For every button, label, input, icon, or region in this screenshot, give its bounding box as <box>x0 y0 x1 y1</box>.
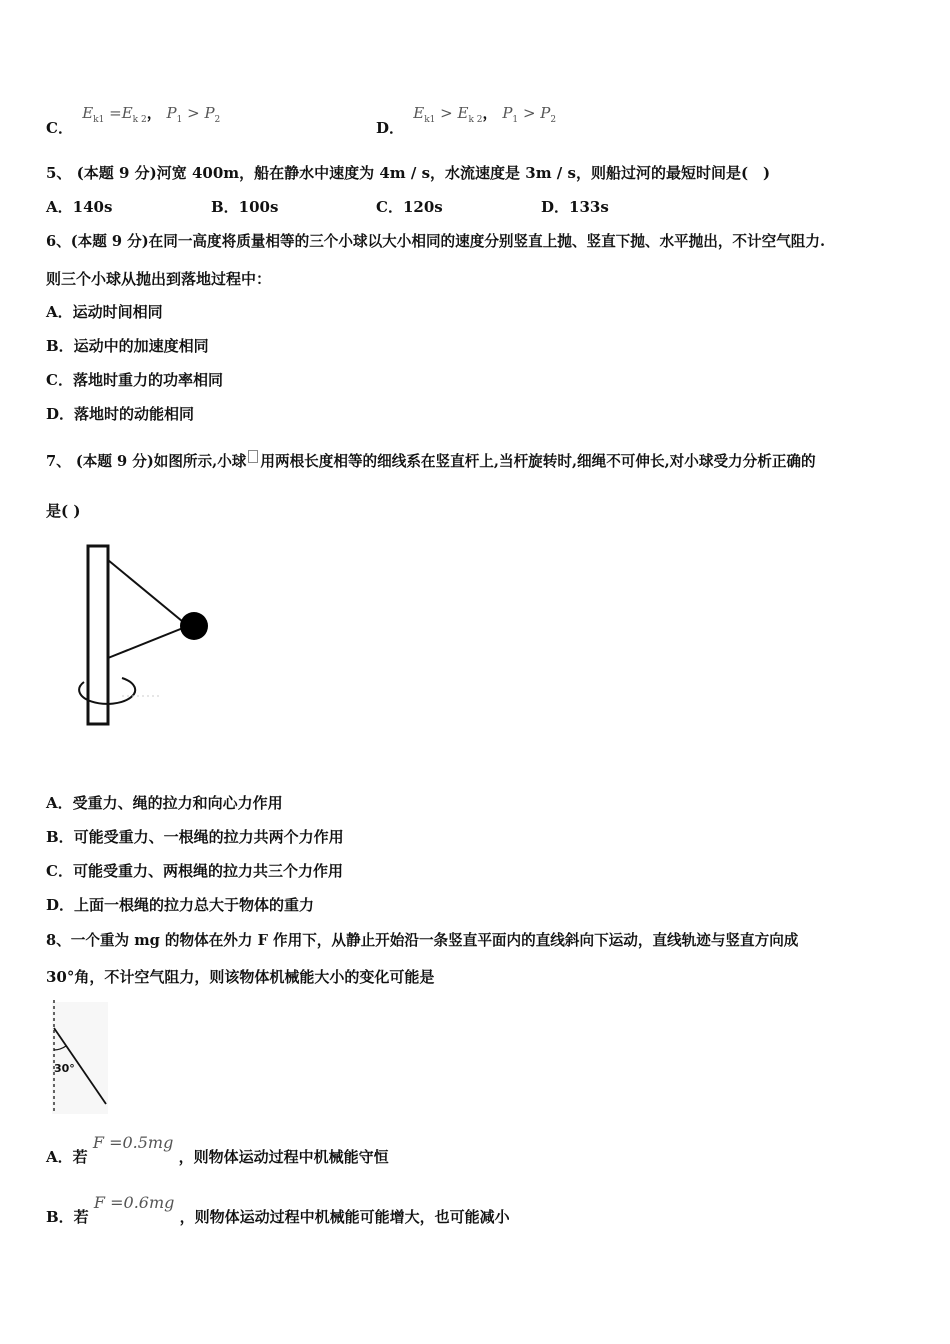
missing-glyph-box <box>248 450 258 463</box>
q6-option-d: D．落地时的动能相同 <box>46 405 195 423</box>
q8-option-b-prefix: B．若 <box>46 1208 89 1226</box>
q4-option-c-label: C． <box>46 119 73 137</box>
q7-stem-line2: 是( ) <box>46 502 81 520</box>
q5-option-c: C．120s <box>376 198 443 216</box>
q5-option-a: A．140s <box>46 198 113 216</box>
q8-stem-line1: 8、一个重为 mg 的物体在外力 F 作用下，从静止开始沿一条竖直平面内的直线斜向下运动，直线轨迹与竖直方向成 <box>46 932 799 949</box>
q8-option-a-suffix: ，则物体运动过程中机械能守恒 <box>178 1148 389 1166</box>
q4-option-d-math: $E_{k1} > E_{k 2}$， $P_1 > P_2$ <box>413 104 557 125</box>
q4-option-d <box>376 104 557 137</box>
q6-option-b: B．运动中的加速度相同 <box>46 337 209 355</box>
q5-option-b: B．100s <box>211 198 279 216</box>
q8-option-b-suffix: ，则物体运动过程中机械能可能增大，也可能减小 <box>179 1208 510 1226</box>
q7-figure <box>70 540 220 730</box>
q5-stem: 5、 (本题 9 分)河宽 400m，船在静水中速度为 4m / s，水流速度是 3m / s，则船过河的最短时间是( ) <box>46 164 771 182</box>
q7-stem-line1 <box>46 450 816 471</box>
q8-option-b-math: F =0.6mg <box>93 1193 175 1212</box>
q6-stem-line1: 6、(本题 9 分)在同一高度将质量相等的三个小球以大小相同的速度分别竖直上抛、竖直下抛、水平抛出，不计空气阻力. <box>46 233 826 250</box>
q7-option-a: A．受重力、绳的拉力和向心力作用 <box>46 794 283 812</box>
q7-option-c: C．可能受重力、两根绳的拉力共三个力作用 <box>46 862 343 880</box>
lower-string <box>108 626 188 658</box>
q7-stem-part2: 用两根长度相等的细线系在竖直杆上,当杆旋转时,细绳不可伸长,对小球受力分析正确的 <box>260 453 816 470</box>
q8-option-b <box>46 1192 510 1226</box>
q8-stem-line2: 30°角，不计空气阻力，则该物体机械能大小的变化可能是 <box>46 968 435 986</box>
q6-option-a: A．运动时间相同 <box>46 303 163 321</box>
vertical-rod <box>88 546 108 724</box>
q4-option-c-math: $E_{k1} =E_{k 2}$， $P_1 > P_2$ <box>82 104 221 125</box>
q8-option-a-math: F =0.5mg <box>92 1133 174 1152</box>
q8-option-a-prefix: A．若 <box>46 1148 88 1166</box>
q7-stem-part1: 7、 (本题 9 分)如图所示,小球 <box>46 453 247 470</box>
q7-option-d: D．上面一根绳的拉力总大于物体的重力 <box>46 896 315 914</box>
q7-option-b: B．可能受重力、一根绳的拉力共两个力作用 <box>46 828 344 846</box>
q8-option-a <box>46 1132 389 1166</box>
q5-option-d: D．133s <box>541 198 609 216</box>
q4-option-d-label: D． <box>376 119 405 137</box>
q6-option-c: C．落地时重力的功率相同 <box>46 371 223 389</box>
upper-string <box>108 560 188 626</box>
q6-stem-line2: 则三个小球从抛出到落地过程中： <box>46 270 272 288</box>
angle-label: 30° <box>54 1062 75 1075</box>
ball <box>180 612 208 640</box>
q4-option-c <box>46 104 221 137</box>
q8-figure <box>44 998 114 1118</box>
